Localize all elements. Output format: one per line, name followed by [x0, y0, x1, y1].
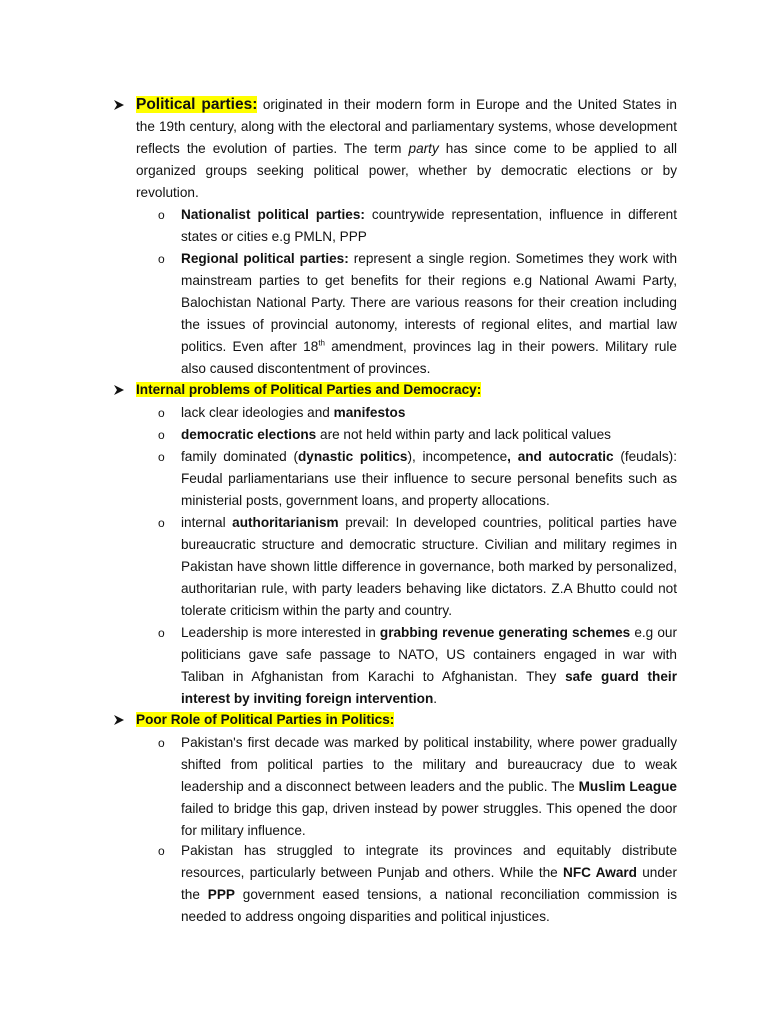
- section-internal-problems: [136, 379, 481, 401]
- list-item: Leadership is more interested in grabbing revenue generating schemes e.g our politicians gave safe passage to NATO, US containers engaged in war with Taliban in Afghanistan from Karachi to Afghanistan. They safe guard their interest by inviting foreign intervention.: [181, 625, 677, 706]
- arrow-bullet-icon: [112, 383, 126, 397]
- list-item: internal authoritarianism prevail: In developed countries, political parties have bureaucratic structure and democratic structure. Civilian and military regimes in Pakistan have shown little difference in governance, both marked by personalized, authoritarian rule, with party leaders behaving like dictators. Z.A Bhutto could not tolerate criticism within the party and country.: [181, 515, 677, 618]
- section-heading: Poor Role of Political Parties in Politics:: [136, 712, 395, 727]
- sub-bullet-marker: o: [158, 516, 165, 530]
- list-item: Nationalist political parties: countrywide representation, influence in different states or cities e.g PMLN, PPP: [181, 207, 677, 244]
- section-heading: Political parties:: [136, 96, 258, 113]
- list-item: lack clear ideologies and manifestos: [181, 405, 406, 420]
- sub-bullet-marker: o: [158, 626, 165, 640]
- sub-bullet-marker: o: [158, 208, 165, 222]
- sub-bullet-marker: o: [158, 428, 165, 442]
- sub-bullet-marker: o: [158, 252, 165, 266]
- section-heading: Internal problems of Political Parties and Democracy:: [136, 382, 482, 397]
- list-item: Regional political parties: represent a single region. Sometimes they work with mainstream parties to get benefits for their regions e.g National Awami Party, Balochistan National Party. There are various reasons for their creation including the issues of provincial autonomy, interests of regional elites, and martial law politics. Even after 18th amendment, provinces lag in their powers. Military rule also caused discontentment of provinces.: [181, 251, 678, 376]
- section-poor-role: [136, 709, 394, 731]
- list-item: family dominated (dynastic politics), incompetence, and autocratic (feudals): Feudal parliamentarians use their influence to secure personal benefits such as ministerial posts, government loans, and property allocations.: [181, 449, 677, 508]
- list-item: Pakistan has struggled to integrate its provinces and equitably distribute resources, particularly between Punjab and others. While the NFC Award under the PPP government eased tensions, a national reconciliation commission is needed to address ongoing disparities and political injustices.: [181, 843, 677, 924]
- list-item: Pakistan's first decade was marked by political instability, where power gradually shifted from political parties to the military and bureaucracy due to weak leadership and a disconnect between leaders and the public. The Muslim League failed to bridge this gap, driven instead by power struggles. This opened the door for military influence.: [181, 735, 677, 838]
- list-item: democratic elections are not held within party and lack political values: [181, 427, 611, 442]
- sub-bullet-marker: o: [158, 844, 165, 858]
- sub-bullet-marker: o: [158, 450, 165, 464]
- sub-bullet-marker: o: [158, 736, 165, 750]
- arrow-bullet-icon: [112, 98, 126, 112]
- section-political-parties: Political parties: originated in their modern form in Europe and the United States in the 19th century, along with the electoral and parliamentary systems, whose development reflects the evolution of parties. The term party has since come to be applied to all organized groups seeking political power, whether by democratic elections or by revolution.: [136, 96, 677, 200]
- sub-bullet-marker: o: [158, 406, 165, 420]
- arrow-bullet-icon: [112, 713, 126, 727]
